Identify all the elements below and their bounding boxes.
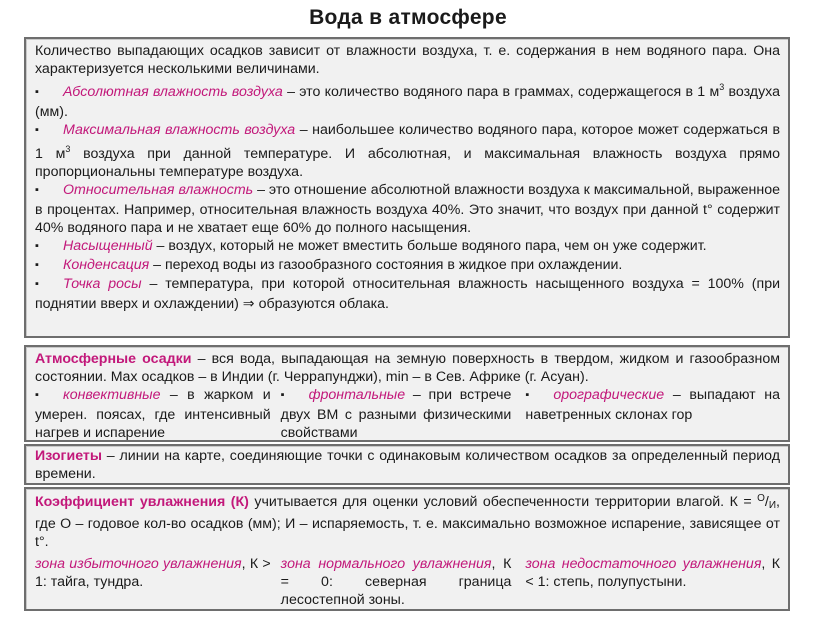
bullet-icon [35, 275, 63, 294]
precipitation-type-frontal [281, 386, 526, 442]
definition-condensation [35, 256, 780, 275]
definition-text: – это количество водяного пара в граммах, содержащегося в 1 м [282, 84, 720, 101]
bullet-icon [525, 386, 553, 405]
definition-text-end: воздуха при данной температуре. И абсолютная, и максимальная влажность воздуха прямо пропорциональны температуре воздуха. [35, 146, 780, 181]
type-text: – при встрече двух ВМ с разными физическими свойствами [280, 387, 512, 441]
precipitation-types [35, 386, 780, 442]
definition-text: – линии на карте, соединяющие точки с одинаковым количеством осадков за определенный период времени. [35, 448, 780, 483]
bullet-icon [35, 256, 63, 275]
definition-text: – переход воды из газообразного состояния в жидкое при охлаждении. [149, 257, 623, 274]
definition-text-end: , где О – годовое кол-во осадков (мм); И – испаряемость, т. е. максимально возможное испарение, зависящее от t°. [35, 494, 780, 551]
moisture-coefficient-section [24, 487, 790, 611]
definition-term: Коэффициент увлажнения (К) [35, 494, 249, 510]
definition-term: Абсолютная влажность воздуха [63, 84, 283, 101]
type-text: – выпадают на наветренных склонах гор [525, 387, 780, 423]
superscript: 3 [65, 144, 71, 155]
type-term: фронтальные [308, 387, 406, 404]
definition-term: Атмосферные осадки [35, 351, 192, 367]
type-term: конвективные [63, 387, 161, 404]
definition-text-end: воздуха (мм). [35, 84, 780, 120]
definition-term: Точка росы [63, 276, 142, 293]
humidity-section [24, 37, 790, 338]
bullet-icon [35, 386, 63, 405]
zone-insufficient [525, 555, 780, 610]
zone-term: зона недостаточного увлажнения [525, 555, 762, 572]
zone-text: , К > 1: тайга, тундра. [35, 555, 271, 590]
type-term: орографические [553, 387, 665, 404]
definition-saturated [35, 237, 780, 256]
isohyets-section [24, 444, 790, 485]
fraction-denominator: И [768, 500, 777, 511]
definition-relative-humidity [35, 181, 780, 237]
zone-normal [281, 555, 526, 610]
bullet-icon [35, 121, 63, 140]
definition-dew-point [35, 275, 780, 312]
zone-text: , К < 1: степь, полупустыни. [525, 555, 780, 590]
definition-text: – воздух, который не может вместить больше водяного пара, чем он уже содержит. [152, 238, 707, 255]
superscript: 3 [719, 82, 725, 93]
precipitation-section [24, 345, 790, 442]
definition-text: учитывается для оценки условий обеспеченности территории влагой. К = [248, 494, 758, 510]
zone-excess [35, 555, 281, 610]
bullet-icon [281, 386, 309, 405]
fraction-numerator: О [757, 493, 765, 504]
bullet-icon [35, 83, 63, 102]
definition-text: – температура, при которой относительная влажность насыщенного воздуха = 100% (при поднятии вверх и охлаждении) ⇒ образуются облака. [35, 276, 781, 312]
precipitation-type-convective [35, 386, 281, 442]
zone-term: зона нормального увлажнения [280, 555, 492, 572]
definition-term: Насыщенный [63, 238, 153, 255]
definition-term: Максимальная влажность воздуха [63, 121, 296, 138]
type-text: – в жарком и умерен. поясах, где интенсивный нагрев и испарение [35, 387, 271, 441]
isohyets-definition [35, 447, 780, 483]
bullet-icon [35, 181, 63, 200]
page-title: Вода в атмосфере [309, 6, 507, 29]
definition-term: Относительная влажность [63, 182, 254, 199]
definition-term: Конденсация [63, 257, 150, 274]
zone-term: зона избыточного увлажнения [35, 555, 242, 572]
precipitation-type-orographic [525, 386, 780, 442]
definition-text: – это отношение абсолютной влажности воздуха к максимальной, выраженное в процентах. Например, относительная влажность воздуха 40%. Это значит, что воздух при данной t° содержит 40% водяного пара и не хватает еще 60% до полного насыщения. [35, 182, 780, 236]
zone-text: , К = 0: северная граница лесостепной зоны. [280, 555, 512, 609]
precipitation-definition [35, 350, 780, 386]
definition-term: Изогиеты [35, 448, 102, 464]
bullet-icon [35, 237, 63, 256]
definition-absolute-humidity [35, 78, 780, 120]
moisture-zones [35, 555, 780, 610]
definition-text: – вся вода, выпадающая на земную поверхность в твердом, жидком и газообразном состоянии. Max осадков – в Индии (г. Черрапунджи), min – в Сев. Африке (г. Асуан). [35, 351, 781, 386]
humidity-intro: Количество выпадающих осадков зависит от влажности воздуха, т. е. содержания в нем водяного пара. Она характеризуется несколькими величинами. [35, 43, 780, 78]
definition-text: – наибольшее количество водяного пара, которое может содержаться в 1 м [35, 121, 780, 163]
definition-maximum-humidity [35, 121, 780, 182]
moisture-coefficient-definition [35, 490, 780, 552]
fraction-slash: / [764, 494, 769, 510]
